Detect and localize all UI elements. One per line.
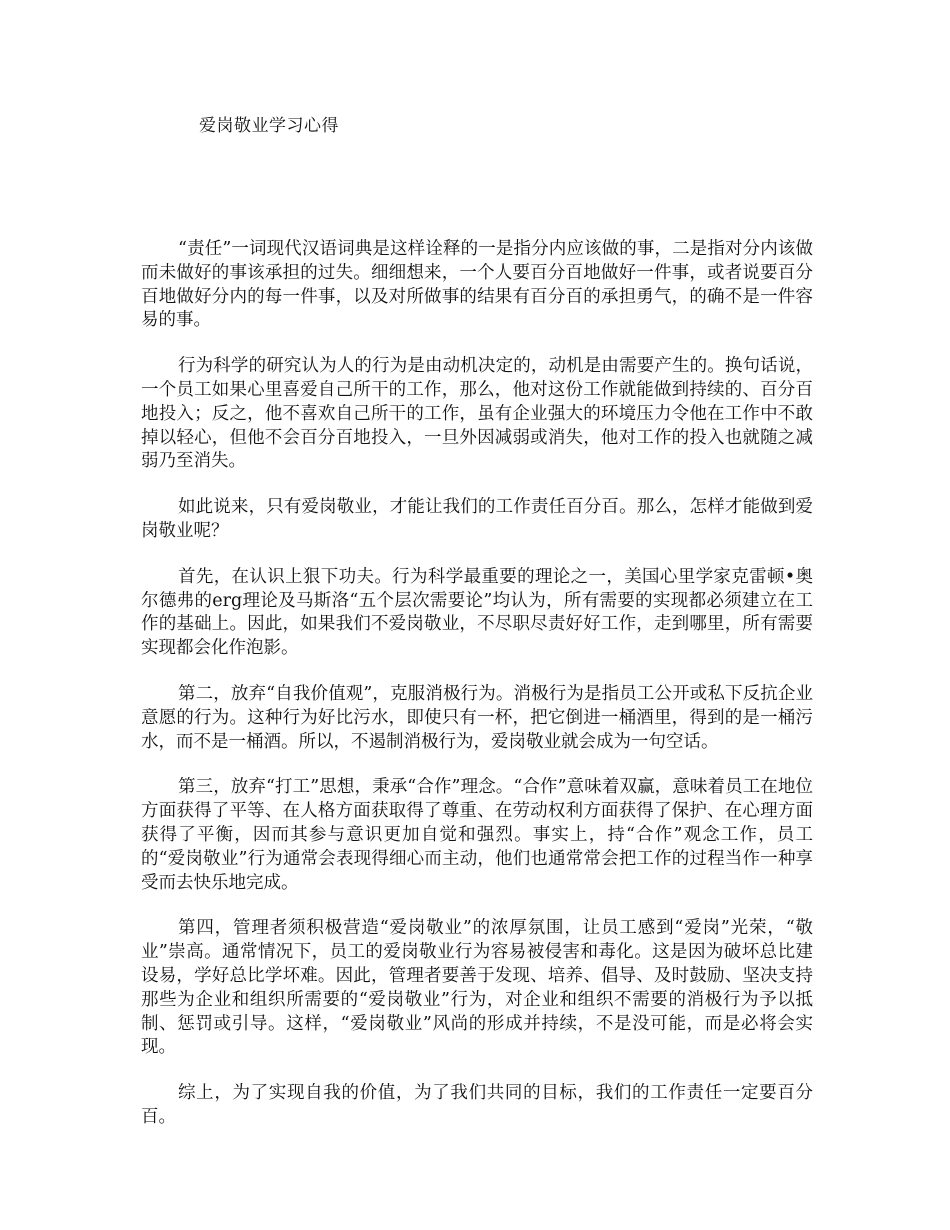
document-title: 爱岗敬业学习心得: [199, 116, 339, 136]
paragraph-3: 如此说来，只有爱岗敬业，才能让我们的工作责任百分百。那么，怎样才能做到爱岗敬业呢？: [141, 497, 813, 541]
document-body: [141, 238, 813, 1152]
paragraph-2: 行为科学的研究认为人的行为是由动机决定的，动机是由需要产生的。换句话说，一个员工如果心里喜爱自己所干的工作，那么，他对这份工作就能做到持续的、百分百地投入；反之，他不喜欢自己所干的工作，虽有企业强大的环境压力令他在工作中不敢掉以轻心，但他不会百分百地投入，一旦外因减弱或消失，他对工作的投入也就随之减弱乃至消失。: [141, 356, 813, 472]
paragraph-8: 综上，为了实现自我的价值，为了我们共同的目标，我们的工作责任一定要百分百。: [141, 1083, 813, 1127]
paragraph-6: 第三，放弃“打工”思想，秉承“合作”理念。“合作”意味着双赢，意味着员工在地位方面获得了平等、在人格方面获取得了尊重、在劳动权利方面获得了保护、在心理方面获得了平衡，因而其参与意识更加自觉和强烈。事实上，持“合作”观念工作，员工的“爱岗敬业”行为通常会表现得细心而主动，他们也通常常会把工作的过程当作一种享受而去快乐地完成。: [141, 777, 813, 893]
paragraph-4: 首先，在认识上狠下功夫。行为科学最重要的理论之一，美国心里学家克雷顿•奥尔德弗的erg理论及马斯洛“五个层次需要论”均认为，所有需要的实现都必须建立在工作的基础上。因此，如果我们不爱岗敬业，不尽职尽责好好工作，走到哪里，所有需要实现都会化作泡影。: [141, 566, 813, 659]
paragraph-5: 第二，放弃“自我价值观”，克服消极行为。消极行为是指员工公开或私下反抗企业意愿的行为。这种行为好比污水，即使只有一杯，把它倒进一桶酒里，得到的是一桶污水，而不是一桶酒。所以，不遏制消极行为，爱岗敬业就会成为一句空话。: [141, 683, 813, 752]
paragraph-7: 第四，管理者须积极营造“爱岗敬业”的浓厚氛围，让员工感到“爱岗”光荣，“敬业”崇高。通常情况下，员工的爱岗敬业行为容易被侵害和毒化。这是因为破坏总比建设易，学好总比学坏难。因此，管理者要善于发现、培养、倡导、及时鼓励、坚决支持那些为企业和组织所需要的“爱岗敬业”行为，对企业和组织不需要的消极行为予以抵制、惩罚或引导。这样，“爱岗敬业”风尚的形成并持续，不是没可能，而是必将会实现。: [141, 918, 813, 1058]
paragraph-1: “责任”一词现代汉语词典是这样诠释的一是指分内应该做的事，二是指对分内该做而未做好的事该承担的过失。细细想来，一个人要百分百地做好一件事，或者说要百分百地做好分内的每一件事，以及对所做事的结果有百分百的承担勇气，的确不是一件容易的事。: [141, 239, 813, 331]
